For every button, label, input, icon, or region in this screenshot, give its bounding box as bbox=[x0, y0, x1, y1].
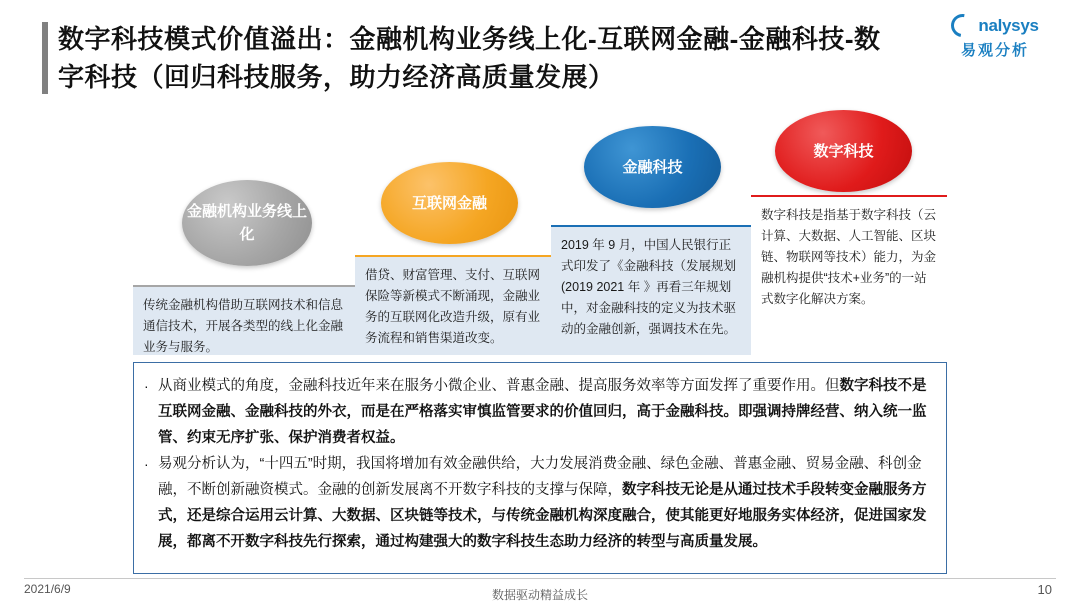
footer-date: 2021/6/9 bbox=[24, 582, 71, 596]
title-accent-bar bbox=[42, 22, 48, 94]
bullet-text-1 bbox=[158, 373, 932, 451]
bullet-item bbox=[144, 373, 932, 451]
stage-description-3: 2019 年 9 月，中国人民银行正式印发了《金融科技（发展规划 (2019 2021 年 》再看三年规划中，对金融科技的定义为技术驱动的金融创新，强调技术在先。 bbox=[551, 225, 751, 355]
stage-ellipse-4: 数字科技 bbox=[775, 110, 912, 192]
footer-slogan: 数据驱动精益成长 bbox=[491, 588, 588, 602]
bullet-marker: · bbox=[144, 456, 149, 472]
bullet-marker: · bbox=[144, 378, 149, 394]
stage-ellipse-2: 互联网金融 bbox=[381, 162, 518, 244]
stage-description-1: 传统金融机构借助互联网技术和信息通信技术，开展各类型的线上化金融业务与服务。 bbox=[133, 285, 355, 355]
swirl-icon bbox=[947, 9, 979, 41]
bullet-text-2-plain: 易观分析认为，“十四五”时期，我国将增加有效金融供给，大力发展消费金融、绿色金融、普惠金融、贸易金融、科创金融，不断创新融资模式。金融的创新发展离不开数字科技的支撑与保障， bbox=[158, 456, 922, 498]
logo-mark bbox=[936, 14, 1054, 37]
stage-ellipse-3: 金融科技 bbox=[584, 126, 721, 208]
stage-ellipse-1: 金融机构业务线上化 bbox=[182, 180, 312, 266]
footer-page-number: 10 bbox=[1037, 582, 1052, 597]
bullet-text-1-plain: 从商业模式的角度，金融科技近年来在服务小微企业、普惠金融、提高服务效率等方面发挥了重要作用。但 bbox=[158, 378, 840, 394]
stage-description-4: 数字科技是指基于数字科技（云计算、大数据、人工智能、区块链、物联网等技术）能力，为金融机构提供“技术+业务”的一站式数字化解决方案。 bbox=[751, 195, 947, 307]
logo-chinese-name: 易观分析 bbox=[960, 42, 1029, 59]
bullet-text-2-bold: 数字科技无论是从通过技术手段转变金融服务方式，还是综合运用云计算、大数据、区块链等技术，与传统金融机构深度融合，使其能更好地服务实体经济，促进国家发展，都离不开数字科技先行探索，通过构建强大的数字科技生态助力经济的转型与高质量发展。 bbox=[158, 482, 927, 550]
logo-wordmark: nalysys bbox=[978, 15, 1039, 35]
stage-description-2: 借贷、财富管理、支付、互联网保险等新模式不断涌现，金融业务的互联网化改造升级，原有业务流程和销售渠道改变。 bbox=[355, 255, 551, 355]
bullet-text-1-bold: 数字科技不是互联网金融、金融科技的外衣，而是在严格落实审慎监管要求的价值回归，高于金融科技。即强调持牌经营、纳入统一监管、约束无序扩张、保护消费者权益。 bbox=[158, 378, 927, 446]
page-title: 数字科技模式价值溢出：金融机构业务线上化-互联网金融-金融科技-数字科技（回归科技服务，助力经济高质量发展） bbox=[58, 24, 881, 92]
analysis-text-box bbox=[133, 362, 947, 574]
brand-logo bbox=[936, 14, 1054, 60]
footer-divider bbox=[24, 578, 1056, 579]
bullet-text-2 bbox=[158, 451, 932, 555]
bullet-item bbox=[144, 451, 932, 555]
